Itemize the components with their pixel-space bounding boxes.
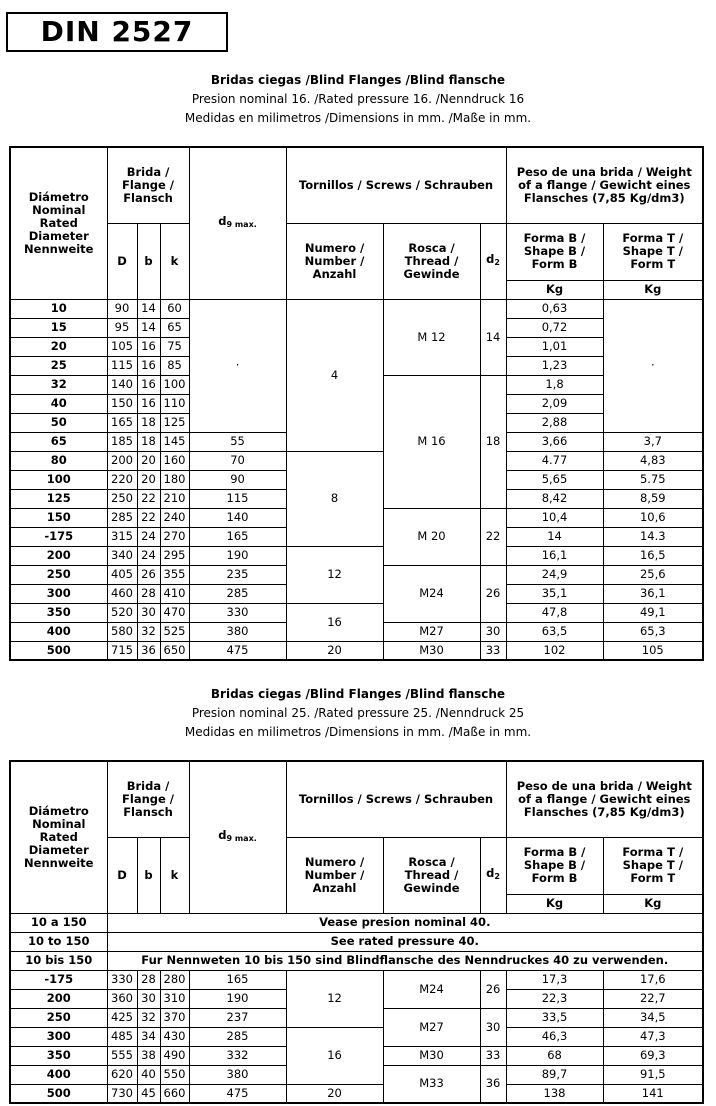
weight-form-b-cell: 24,9 [506, 565, 603, 584]
b-cell: 30 [137, 603, 160, 622]
nominal-diameter-cell: 25 [10, 356, 107, 375]
number-cell: 16 [286, 1027, 383, 1084]
header-kg-b: Kg [506, 280, 603, 299]
d9-cell: · [189, 299, 286, 432]
b-cell: 14 [137, 318, 160, 337]
k-cell: 410 [160, 584, 189, 603]
weight-form-b-cell: 22,3 [506, 989, 603, 1008]
D-cell: 485 [107, 1027, 137, 1046]
weight-form-b-cell: 0,72 [506, 318, 603, 337]
weight-form-t-cell: 4,83 [603, 451, 703, 470]
b-cell: 16 [137, 356, 160, 375]
nominal-diameter-cell: 350 [10, 1046, 107, 1065]
nominal-diameter-cell: 65 [10, 432, 107, 451]
D-cell: 315 [107, 527, 137, 546]
nominal-diameter-cell: -175 [10, 527, 107, 546]
D-cell: 730 [107, 1084, 137, 1103]
D-cell: 425 [107, 1008, 137, 1027]
thread-cell: M24 [383, 565, 480, 622]
section1-title: Bridas ciegas /Blind Flanges /Blind flansche [210, 73, 506, 87]
k-cell: 470 [160, 603, 189, 622]
D-cell: 360 [107, 989, 137, 1008]
header-b: b [137, 837, 160, 913]
table-row [10, 641, 703, 660]
d9-cell: 475 [189, 641, 286, 660]
D-cell: 250 [107, 489, 137, 508]
note-row [10, 913, 703, 932]
d9-cell: 90 [189, 470, 286, 489]
k-cell: 65 [160, 318, 189, 337]
nominal-diameter-cell: 10 a 150 [10, 913, 107, 932]
D-cell: 555 [107, 1046, 137, 1065]
weight-form-b-cell: 35,1 [506, 584, 603, 603]
weight-form-b-cell: 0,63 [506, 299, 603, 318]
weight-form-t-cell: 34,5 [603, 1008, 703, 1027]
k-cell: 160 [160, 451, 189, 470]
nominal-diameter-cell: 250 [10, 565, 107, 584]
D-cell: 95 [107, 318, 137, 337]
k-cell: 125 [160, 413, 189, 432]
d2-cell: 36 [480, 1065, 506, 1103]
note-cell: Fur Nennweten 10 bis 150 sind Blindflansche des Nenndruckes 40 zu verwenden. [107, 951, 703, 970]
D-cell: 620 [107, 1065, 137, 1084]
D-cell: 165 [107, 413, 137, 432]
b-cell: 24 [137, 546, 160, 565]
weight-form-t-cell: 105 [603, 641, 703, 660]
nominal-diameter-cell: 40 [10, 394, 107, 413]
b-cell: 16 [137, 394, 160, 413]
weight-form-t-cell: 10,6 [603, 508, 703, 527]
d9-cell: 332 [189, 1046, 286, 1065]
section2-pressure: Presion nominal 25. /Rated pressure 25. /Nenndruck 25 [191, 706, 525, 720]
k-cell: 280 [160, 970, 189, 989]
b-cell: 16 [137, 375, 160, 394]
b-cell: 38 [137, 1046, 160, 1065]
D-cell: 105 [107, 337, 137, 356]
header-d2: $d_2$ [480, 837, 506, 913]
section1-pressure: Presion nominal 16. /Rated pressure 16. /Nenndruck 16 [191, 92, 525, 106]
table-row [10, 451, 703, 470]
b-cell: 28 [137, 970, 160, 989]
header-k: k [160, 223, 189, 299]
weight-form-b-cell: 17,3 [506, 970, 603, 989]
weight-form-b-cell: 102 [506, 641, 603, 660]
number-cell: 8 [286, 451, 383, 546]
header-nominal-diameter: Diámetro Nominal Rated Diameter Nennweite [10, 147, 107, 299]
header-screws: Tornillos / Screws / Schrauben [286, 147, 506, 223]
b-cell: 28 [137, 584, 160, 603]
nominal-diameter-cell: 200 [10, 989, 107, 1008]
number-cell: 12 [286, 970, 383, 1027]
nominal-diameter-cell: 150 [10, 508, 107, 527]
table-row [10, 299, 703, 318]
weight-form-t-cell: 14.3 [603, 527, 703, 546]
D-cell: 715 [107, 641, 137, 660]
D-cell: 90 [107, 299, 137, 318]
d9-cell: 285 [189, 584, 286, 603]
thread-cell: M27 [383, 1008, 480, 1046]
d9-cell: 330 [189, 603, 286, 622]
d2-cell: 33 [480, 641, 506, 660]
nominal-diameter-cell: 32 [10, 375, 107, 394]
b-cell: 26 [137, 565, 160, 584]
header-D: D [107, 223, 137, 299]
table-pn16 [9, 146, 704, 661]
b-cell: 40 [137, 1065, 160, 1084]
nominal-diameter-cell: 200 [10, 546, 107, 565]
k-cell: 75 [160, 337, 189, 356]
d9-cell: 165 [189, 527, 286, 546]
table-row [10, 603, 703, 622]
header-screws: Tornillos / Screws / Schrauben [286, 761, 506, 837]
weight-form-b-cell: 10,4 [506, 508, 603, 527]
thread-cell: M33 [383, 1065, 480, 1103]
b-cell: 20 [137, 470, 160, 489]
D-cell: 185 [107, 432, 137, 451]
thread-cell: M 16 [383, 375, 480, 508]
nominal-diameter-cell: 10 [10, 299, 107, 318]
table-row [10, 1084, 703, 1103]
D-cell: 330 [107, 970, 137, 989]
weight-form-b-cell: 33,5 [506, 1008, 603, 1027]
header-form-b: Forma B / Shape B / Form B [506, 223, 603, 280]
k-cell: 660 [160, 1084, 189, 1103]
thread-cell: M 12 [383, 299, 480, 375]
b-cell: 22 [137, 508, 160, 527]
table-row [10, 546, 703, 565]
header-D: D [107, 837, 137, 913]
d2-cell: 26 [480, 565, 506, 622]
k-cell: 110 [160, 394, 189, 413]
b-cell: 18 [137, 413, 160, 432]
k-cell: 100 [160, 375, 189, 394]
d9-cell: 380 [189, 1065, 286, 1084]
d2-cell: 30 [480, 622, 506, 641]
header-form-t: Forma T / Shape T / Form T [603, 223, 703, 280]
weight-form-t-cell: 65,3 [603, 622, 703, 641]
weight-form-t-cell: 91,5 [603, 1065, 703, 1084]
weight-form-b-cell: 4.77 [506, 451, 603, 470]
b-cell: 45 [137, 1084, 160, 1103]
D-cell: 520 [107, 603, 137, 622]
weight-form-b-cell: 47,8 [506, 603, 603, 622]
header-form-b: Forma B / Shape B / Form B [506, 837, 603, 894]
weight-form-b-cell: 2,09 [506, 394, 603, 413]
k-cell: 550 [160, 1065, 189, 1084]
weight-form-b-cell: 14 [506, 527, 603, 546]
d9-cell: 380 [189, 622, 286, 641]
header-d9: $d_{9 max.}$ [189, 147, 286, 299]
header-flange: Brida / Flange / Flansch [107, 761, 189, 837]
weight-form-b-cell: 1,23 [506, 356, 603, 375]
header-kg-b: Kg [506, 894, 603, 913]
weight-form-b-cell: 68 [506, 1046, 603, 1065]
d2-cell: 14 [480, 299, 506, 375]
d9-cell: 165 [189, 970, 286, 989]
weight-form-t-cell: 3,7 [603, 432, 703, 451]
section1-units: Medidas en milimetros /Dimensions in mm. /Maße in mm. [184, 111, 532, 125]
D-cell: 140 [107, 375, 137, 394]
b-cell: 34 [137, 1027, 160, 1046]
note-row [10, 932, 703, 951]
weight-form-t-cell: 5.75 [603, 470, 703, 489]
d9-cell: 70 [189, 451, 286, 470]
nominal-diameter-cell: 400 [10, 1065, 107, 1084]
d2-cell: 22 [480, 508, 506, 565]
header-d2: $d_2$ [480, 223, 506, 299]
b-cell: 14 [137, 299, 160, 318]
weight-form-t-cell: 49,1 [603, 603, 703, 622]
D-cell: 580 [107, 622, 137, 641]
number-cell: 4 [286, 299, 383, 451]
nominal-diameter-cell: 15 [10, 318, 107, 337]
d9-cell: 190 [189, 546, 286, 565]
table-row [10, 970, 703, 989]
weight-form-t-cell: 8,59 [603, 489, 703, 508]
d9-cell: 285 [189, 1027, 286, 1046]
header-nominal-diameter: Diámetro Nominal Rated Diameter Nennweite [10, 761, 107, 913]
nominal-diameter-cell: 10 bis 150 [10, 951, 107, 970]
b-cell: 24 [137, 527, 160, 546]
k-cell: 525 [160, 622, 189, 641]
note-row [10, 951, 703, 970]
weight-form-b-cell: 3,66 [506, 432, 603, 451]
weight-form-b-cell: 1,01 [506, 337, 603, 356]
header-number: Numero / Number / Anzahl [286, 837, 383, 913]
d2-cell: 26 [480, 970, 506, 1008]
nominal-diameter-cell: 400 [10, 622, 107, 641]
weight-form-b-cell: 46,3 [506, 1027, 603, 1046]
number-cell: 12 [286, 546, 383, 603]
k-cell: 310 [160, 989, 189, 1008]
d9-cell: 140 [189, 508, 286, 527]
weight-form-t-cell: 25,6 [603, 565, 703, 584]
k-cell: 430 [160, 1027, 189, 1046]
nominal-diameter-cell: 50 [10, 413, 107, 432]
nominal-diameter-cell: 20 [10, 337, 107, 356]
weight-form-t-cell: 69,3 [603, 1046, 703, 1065]
D-cell: 150 [107, 394, 137, 413]
weight-form-t-cell: 141 [603, 1084, 703, 1103]
k-cell: 210 [160, 489, 189, 508]
table-pn25 [9, 760, 704, 1104]
header-d9: $d_{9 max.}$ [189, 761, 286, 913]
b-cell: 36 [137, 641, 160, 660]
d9-cell: 55 [189, 432, 286, 451]
number-cell: 16 [286, 603, 383, 641]
header-number: Numero / Number / Anzahl [286, 223, 383, 299]
nominal-diameter-cell: 80 [10, 451, 107, 470]
nominal-diameter-cell: 500 [10, 641, 107, 660]
b-cell: 32 [137, 622, 160, 641]
d9-cell: 235 [189, 565, 286, 584]
D-cell: 460 [107, 584, 137, 603]
thread-cell: M 20 [383, 508, 480, 565]
weight-form-b-cell: 63,5 [506, 622, 603, 641]
k-cell: 370 [160, 1008, 189, 1027]
k-cell: 240 [160, 508, 189, 527]
nominal-diameter-cell: 350 [10, 603, 107, 622]
weight-form-b-cell: 138 [506, 1084, 603, 1103]
b-cell: 16 [137, 337, 160, 356]
table-row [10, 1027, 703, 1046]
weight-form-b-cell: 2,88 [506, 413, 603, 432]
header-kg-t: Kg [603, 280, 703, 299]
nominal-diameter-cell: 500 [10, 1084, 107, 1103]
k-cell: 180 [160, 470, 189, 489]
thread-cell: M27 [383, 622, 480, 641]
d9-cell: 237 [189, 1008, 286, 1027]
d9-cell: 115 [189, 489, 286, 508]
weight-form-t-cell: 47,3 [603, 1027, 703, 1046]
weight-form-t-cell: · [603, 299, 703, 432]
header-k: k [160, 837, 189, 913]
nominal-diameter-cell: 10 to 150 [10, 932, 107, 951]
header-thread: Rosca / Thread / Gewinde [383, 837, 480, 913]
weight-form-b-cell: 5,65 [506, 470, 603, 489]
nominal-diameter-cell: 100 [10, 470, 107, 489]
header-weight: Peso de una brida / Weight of a flange / Gewicht eines Flansches (7,85 Kg/dm3) [506, 761, 703, 837]
D-cell: 405 [107, 565, 137, 584]
weight-form-b-cell: 1,8 [506, 375, 603, 394]
b-cell: 32 [137, 1008, 160, 1027]
number-cell: 20 [286, 1084, 383, 1103]
k-cell: 60 [160, 299, 189, 318]
weight-form-t-cell: 17,6 [603, 970, 703, 989]
weight-form-b-cell: 8,42 [506, 489, 603, 508]
header-form-t: Forma T / Shape T / Form T [603, 837, 703, 894]
weight-form-b-cell: 89,7 [506, 1065, 603, 1084]
d9-cell: 475 [189, 1084, 286, 1103]
nominal-diameter-cell: 250 [10, 1008, 107, 1027]
k-cell: 490 [160, 1046, 189, 1065]
D-cell: 115 [107, 356, 137, 375]
k-cell: 650 [160, 641, 189, 660]
header-b: b [137, 223, 160, 299]
d2-cell: 18 [480, 375, 506, 508]
D-cell: 220 [107, 470, 137, 489]
weight-form-t-cell: 16,5 [603, 546, 703, 565]
header-kg-t: Kg [603, 894, 703, 913]
d2-cell: 30 [480, 1008, 506, 1046]
b-cell: 20 [137, 451, 160, 470]
document-title: DIN 2527 [6, 12, 228, 52]
nominal-diameter-cell: 300 [10, 584, 107, 603]
section2-units: Medidas en milimetros /Dimensions in mm. /Maße in mm. [184, 725, 532, 739]
nominal-diameter-cell: 300 [10, 1027, 107, 1046]
header-flange: Brida / Flange / Flansch [107, 147, 189, 223]
D-cell: 200 [107, 451, 137, 470]
nominal-diameter-cell: 125 [10, 489, 107, 508]
section2-title: Bridas ciegas /Blind Flanges /Blind flansche [210, 687, 506, 701]
weight-form-b-cell: 16,1 [506, 546, 603, 565]
d9-cell: 190 [189, 989, 286, 1008]
weight-form-t-cell: 36,1 [603, 584, 703, 603]
b-cell: 18 [137, 432, 160, 451]
k-cell: 270 [160, 527, 189, 546]
b-cell: 22 [137, 489, 160, 508]
k-cell: 355 [160, 565, 189, 584]
nominal-diameter-cell: -175 [10, 970, 107, 989]
D-cell: 285 [107, 508, 137, 527]
k-cell: 295 [160, 546, 189, 565]
number-cell: 20 [286, 641, 383, 660]
thread-cell: M30 [383, 641, 480, 660]
note-cell: Vease presion nominal 40. [107, 913, 703, 932]
D-cell: 340 [107, 546, 137, 565]
weight-form-t-cell: 22,7 [603, 989, 703, 1008]
header-thread: Rosca / Thread / Gewinde [383, 223, 480, 299]
header-weight: Peso de una brida / Weight of a flange / Gewicht eines Flansches (7,85 Kg/dm3) [506, 147, 703, 223]
note-cell: See rated pressure 40. [107, 932, 703, 951]
thread-cell: M30 [383, 1046, 480, 1065]
k-cell: 145 [160, 432, 189, 451]
section1-heading [0, 71, 716, 128]
thread-cell: M24 [383, 970, 480, 1008]
b-cell: 30 [137, 989, 160, 1008]
section2-heading [0, 685, 716, 742]
d2-cell: 33 [480, 1046, 506, 1065]
k-cell: 85 [160, 356, 189, 375]
